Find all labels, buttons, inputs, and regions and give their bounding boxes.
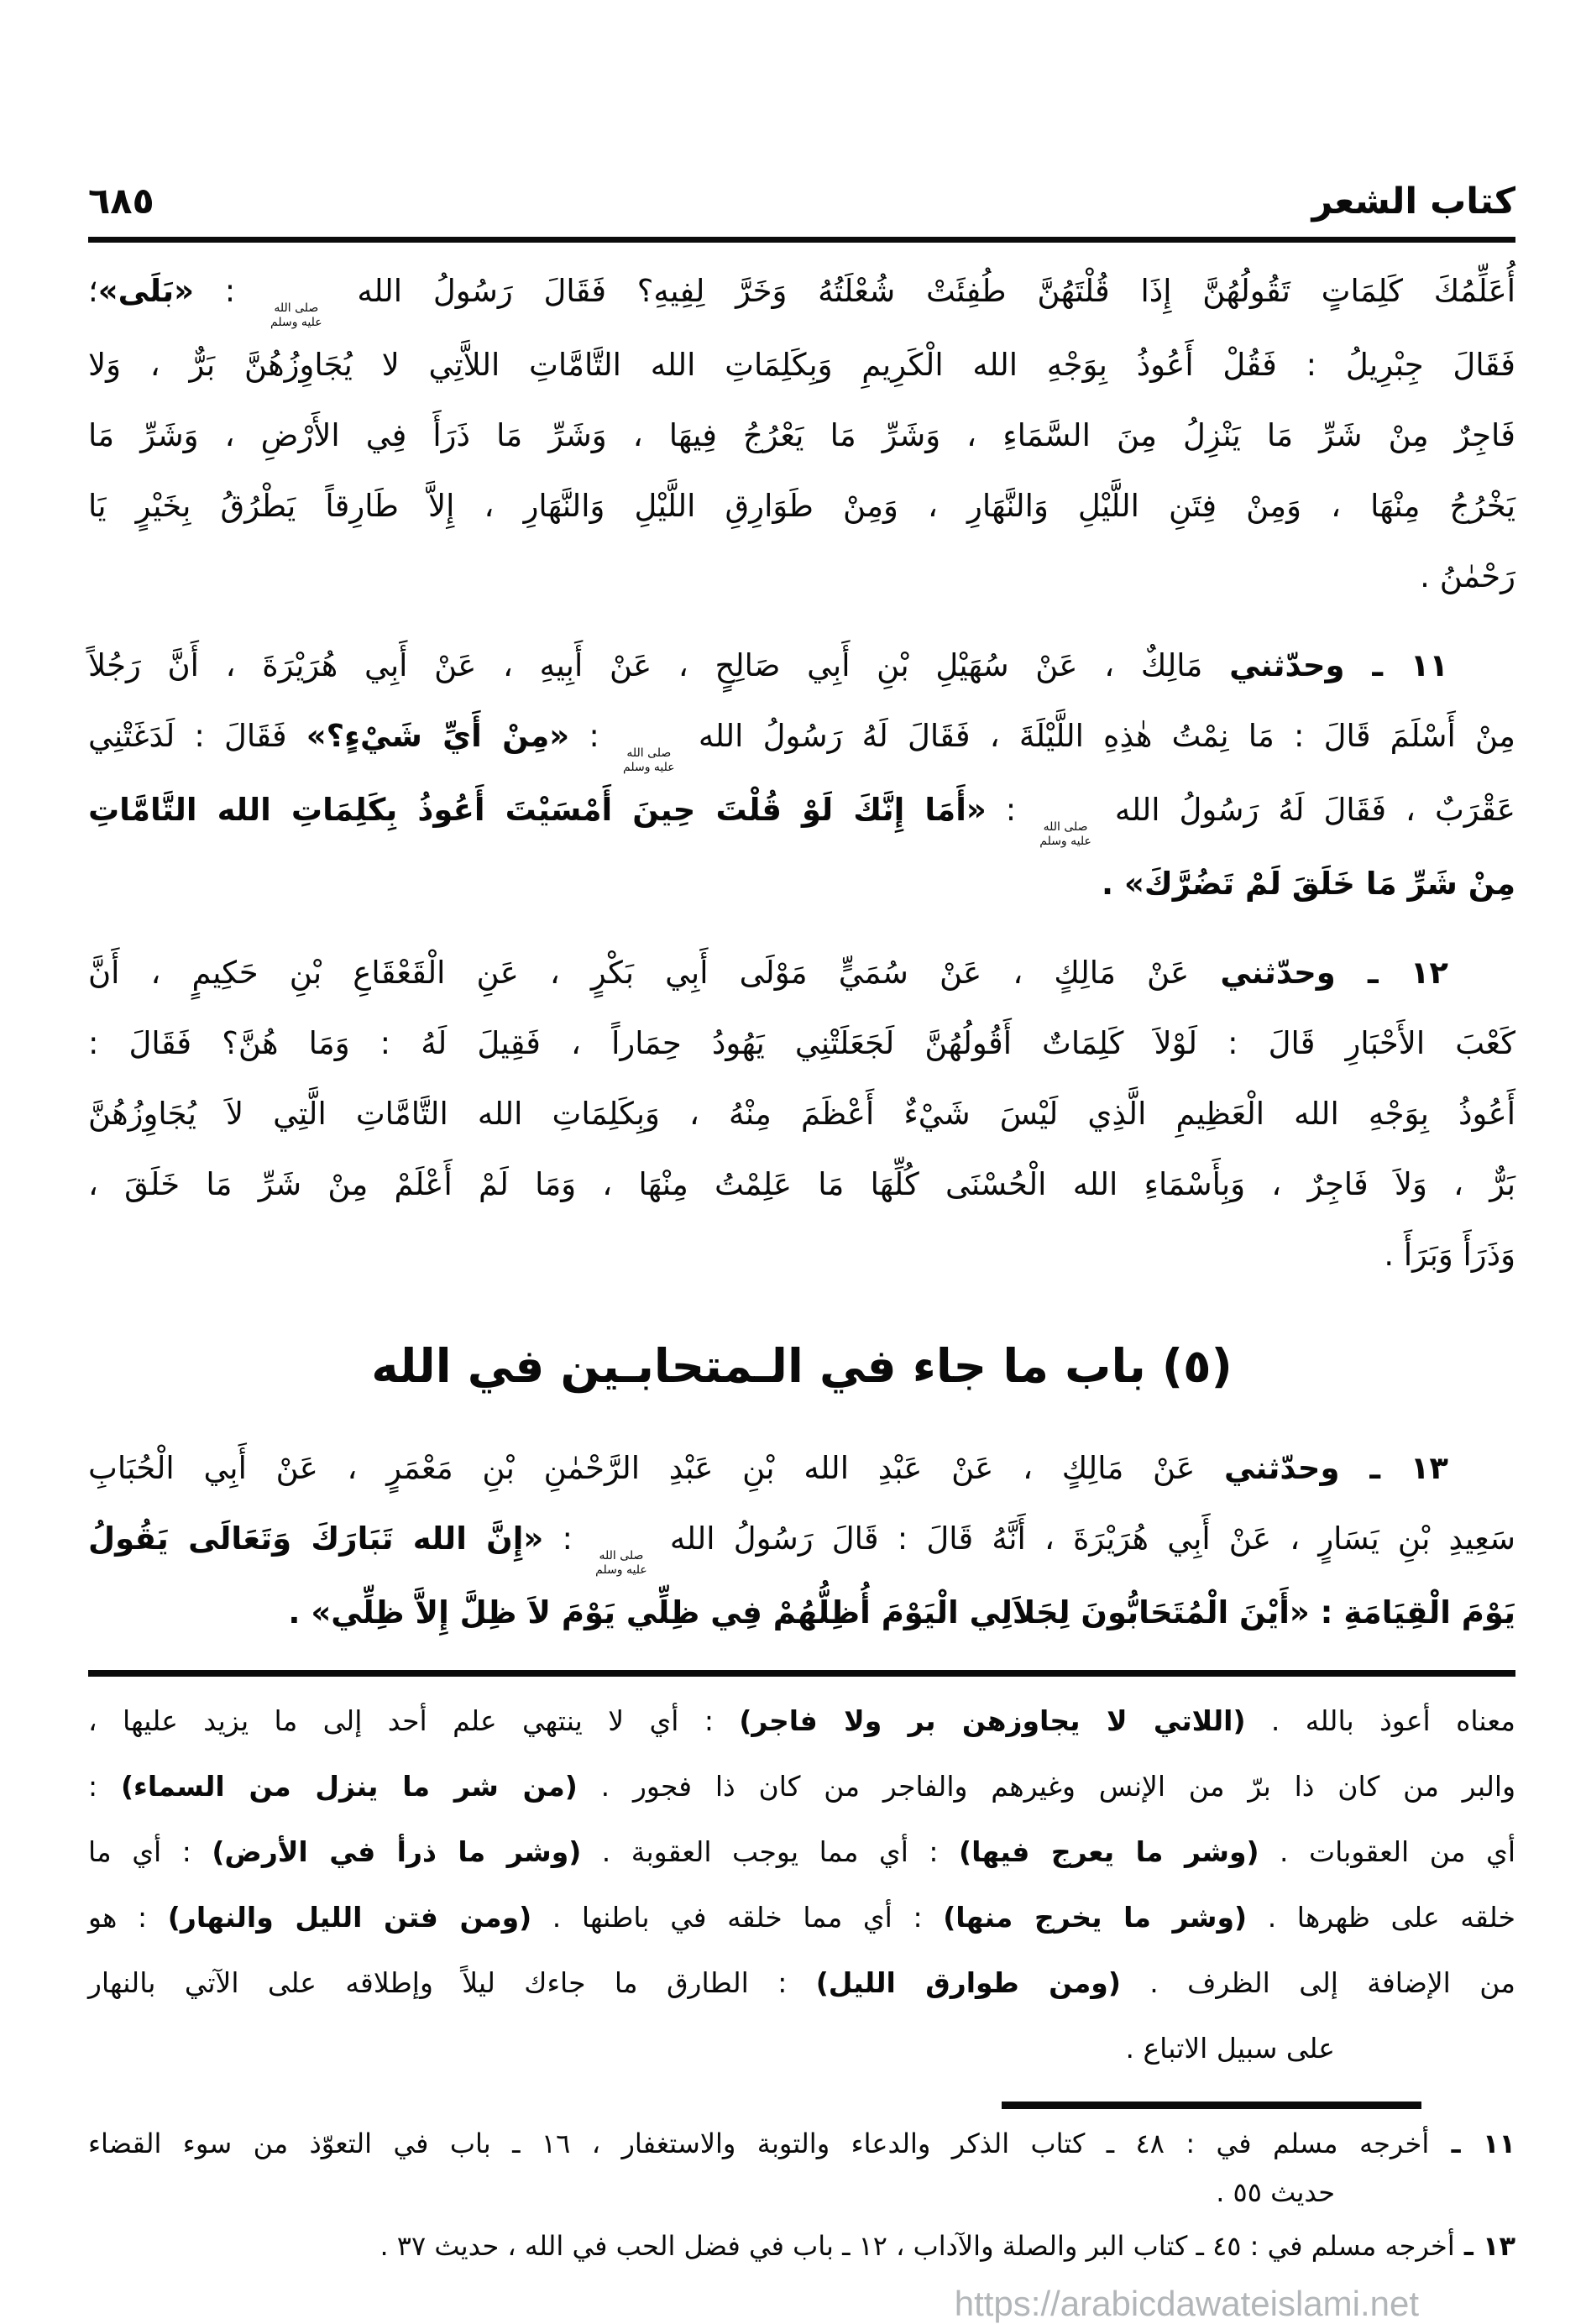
- hadith-13: [88, 1433, 1515, 1648]
- text-line: ١٢ ـ وحدّثني عَنْ مَالِكٍ ، عَنْ سُمَيٍّ مَوْلَى أَبِي بَكْرٍ ، عَنِ الْقَعْقَاعِ بْنِ حَكِيمٍ ، أَنَّ: [88, 955, 1448, 991]
- footnote: [88, 2119, 1515, 2217]
- commentary-line: معناه أعوذ بالله . (اللاتي لا يجاوزهن بر ولا فاجر) : أي لا ينتهي علم أحد إلى ما يزيد عليها ،: [88, 1704, 1515, 1737]
- commentary-line: من الإضافة إلى الظرف . (ومن طوارق الليل) : الطارق ما جاءك ليلاً وإطلاقه على الآتي بالنهار: [88, 1966, 1515, 1999]
- commentary-line: خلقه على ظهرها . (وشر ما يخرج منها) : أي مما خلقه في باطنها . (ومن فتن الليل والنهار) : هو: [88, 1901, 1515, 1934]
- commentary-separator: [88, 1670, 1515, 1677]
- header-rule: [88, 237, 1515, 243]
- page-header: [88, 0, 1515, 223]
- text-line: يَوْمَ الْقِيَامَةِ : «أَيْنَ الْمُتَحَابُّونَ لِجَلاَلِي الْيَوْمَ أُظِلُّهُمْ فِي ظِلِّي يَوْمَ لاَ ظِلَّ إِلاَّ ظِلِّي» .: [288, 1594, 1515, 1630]
- text-line: يَخْرُجُ مِنْهَا ، وَمِنْ فِتَنِ اللَّيْلِ وَالنَّهَارِ ، وَمِنْ طَوَارِقِ اللَّيْلِ وَالنَّهَارِ ، إِلاَّ طَارِقاً يَطْرُقُ بِخَيْرٍ يَا: [88, 488, 1515, 524]
- book-title: كتاب الشعر: [1311, 181, 1515, 222]
- hadith-12: [88, 938, 1515, 1290]
- text-line: وَذَرَأَ وَبَرَأَ .: [1384, 1237, 1515, 1273]
- sallallahu-symbol: صلى الله عليه وسلم: [1039, 820, 1091, 848]
- paragraph-continuation: [88, 256, 1515, 612]
- footnote-line: حديث ٥٥ .: [1216, 2176, 1335, 2208]
- sallallahu-symbol: صلى الله عليه وسلم: [270, 301, 322, 329]
- text-line: فَقَالَ جِبْرِيلُ : فَقُلْ أَعُوذُ بِوَجْهِ الله الْكَرِيمِ وَبِكَلِمَاتِ الله التَّامَّاتِ اللاَّتِي لا يُجَاوِزُهُنَّ بَرٌّ ، وَلا: [88, 347, 1515, 383]
- text-line: عَقْرَبٌ ، فَقَالَ لَهُ رَسُولُ الله صلى الله عليه وسلم : «أَمَا إِنَّكَ لَوْ قُلْتَ حِينَ أَمْسَيْتَ أَعُوذُ بِكَلِمَاتِ الله التَّامَّاتِ: [88, 792, 1515, 848]
- text-line: بَرٌّ ، وَلاَ فَاجِرٌ ، وَبِأَسْمَاءِ الله الْحُسْنَى كُلِّهَا مَا عَلِمْتُ مِنْهَا ، وَمَا لَمْ أَعْلَمْ مِنْ شَرِّ مَا خَلَقَ ،: [88, 1166, 1515, 1202]
- text-line: أَعُوذُ بِوَجْهِ الله الْعَظِيمِ الَّذِي لَيْسَ شَيْءٌ أَعْظَمَ مِنْهُ ، وَبِكَلِمَاتِ الله التَّامَّاتِ الَّتِي لاَ يُجَاوِزُهُنَّ: [88, 1096, 1515, 1132]
- commentary-line: والبر من كان ذا برّ من الإنس وغيرهم والفاجر من كان ذا فجور . (من شر ما ينزل من السماء) :: [88, 1770, 1516, 1803]
- text-line: ١١ ـ وحدّثني مَالِكٌ ، عَنْ سُهَيْلِ بْنِ أَبِي صَالِحٍ ، عَنْ أَبِيهِ ، عَنْ أَبِي هُرَيْرَةَ ، أَنَّ رَجُلاً: [88, 647, 1448, 683]
- hadith-11: [88, 631, 1515, 919]
- footnote: [88, 2222, 1515, 2270]
- text-line: مِنْ شَرِّ مَا خَلَقَ لَمْ تَضُرَّكَ» .: [1102, 866, 1515, 902]
- text-line: كَعْبَ الأَحْبَارِ قَالَ : لَوْلاَ كَلِمَاتٌ أَقُولُهُنَّ لَجَعَلَتْنِي يَهُودُ حِمَاراً ، فَقِيلَ لَهُ : وَمَا هُنَّ؟ فَقَالَ :: [88, 1025, 1515, 1061]
- commentary: [88, 1688, 1515, 2081]
- footnotes: [88, 2119, 1515, 2270]
- section-heading: (٥) باب ما جاء في الـمتحابـين في الله: [371, 1339, 1233, 1393]
- commentary-line: على سبيل الاتباع .: [1125, 2032, 1335, 2065]
- footnote-line: ١٣ ـ أخرجه مسلم في : ٤٥ ـ كتاب البر والصلة والآداب ، ١٢ ـ باب في فضل الحب في الله ، حديث ٣٧ .: [379, 2230, 1515, 2262]
- sallallahu-symbol: صلى الله عليه وسلم: [595, 1549, 647, 1577]
- text-line: ١٣ ـ وحدّثني عَنْ مَالِكٍ ، عَنْ عَبْدِ الله بْنِ عَبْدِ الرَّحْمٰنِ بْنِ مَعْمَرٍ ، عَنْ أَبِي الْحُبَابِ: [88, 1450, 1448, 1486]
- text-line: سَعِيدِ بْنِ يَسَارٍ ، عَنْ أَبِي هُرَيْرَةَ ، أَنَّهُ قَالَ : قَالَ رَسُولُ الله صلى الله عليه وسلم : «إِنَّ الله تَبَارَكَ وَتَعَالَى يَقُولُ: [88, 1521, 1515, 1577]
- main-text: [88, 256, 1515, 1648]
- sallallahu-symbol: صلى الله عليه وسلم: [623, 746, 675, 774]
- text-line: أُعَلِّمُكَ كَلِمَاتٍ تَقُولُهُنَّ إِذَا قُلْتَهُنَّ طُفِئَتْ شُعْلَتُهُ وَخَرَّ لِفِيهِ؟ فَقَالَ رَسُولُ الله صلى الله عليه وسلم : «بَلَى»؛: [88, 273, 1515, 329]
- commentary-line: أي من العقوبات . (وشر ما يعرج فيها) : أي مما يوجب العقوبة . (وشر ما ذرأ في الأرض) : أي ما: [88, 1835, 1516, 1868]
- text-line: مِنْ أَسْلَمَ قَالَ : مَا نِمْتُ هٰذِهِ اللَّيْلَةَ ، فَقَالَ لَهُ رَسُولُ الله صلى الله عليه وسلم : «مِنْ أَيِّ شَيْءٍ؟» فَقَالَ : لَدَغَتْنِي: [88, 718, 1516, 774]
- page-number: ٦٨٥: [88, 181, 154, 222]
- text-line: رَحْمٰنُ .: [1420, 558, 1515, 594]
- watermark: https://arabicdawateislami.net: [954, 2284, 1419, 2323]
- text-line: فَاجِرٌ مِنْ شَرِّ مَا يَنْزِلُ مِنَ السَّمَاءِ ، وَشَرِّ مَا يَعْرُجُ فِيهَا ، وَشَرِّ مَا ذَرَأَ فِي الأَرْضِ ، وَشَرِّ مَا: [88, 417, 1515, 453]
- footnote-separator: [1002, 2102, 1421, 2109]
- footnote-line: ١١ ـ أخرجه مسلم في : ٤٨ ـ كتاب الذكر والدعاء والتوبة والاستغفار ، ١٦ ـ باب في التعوّذ من سوء القضاء: [88, 2128, 1516, 2159]
